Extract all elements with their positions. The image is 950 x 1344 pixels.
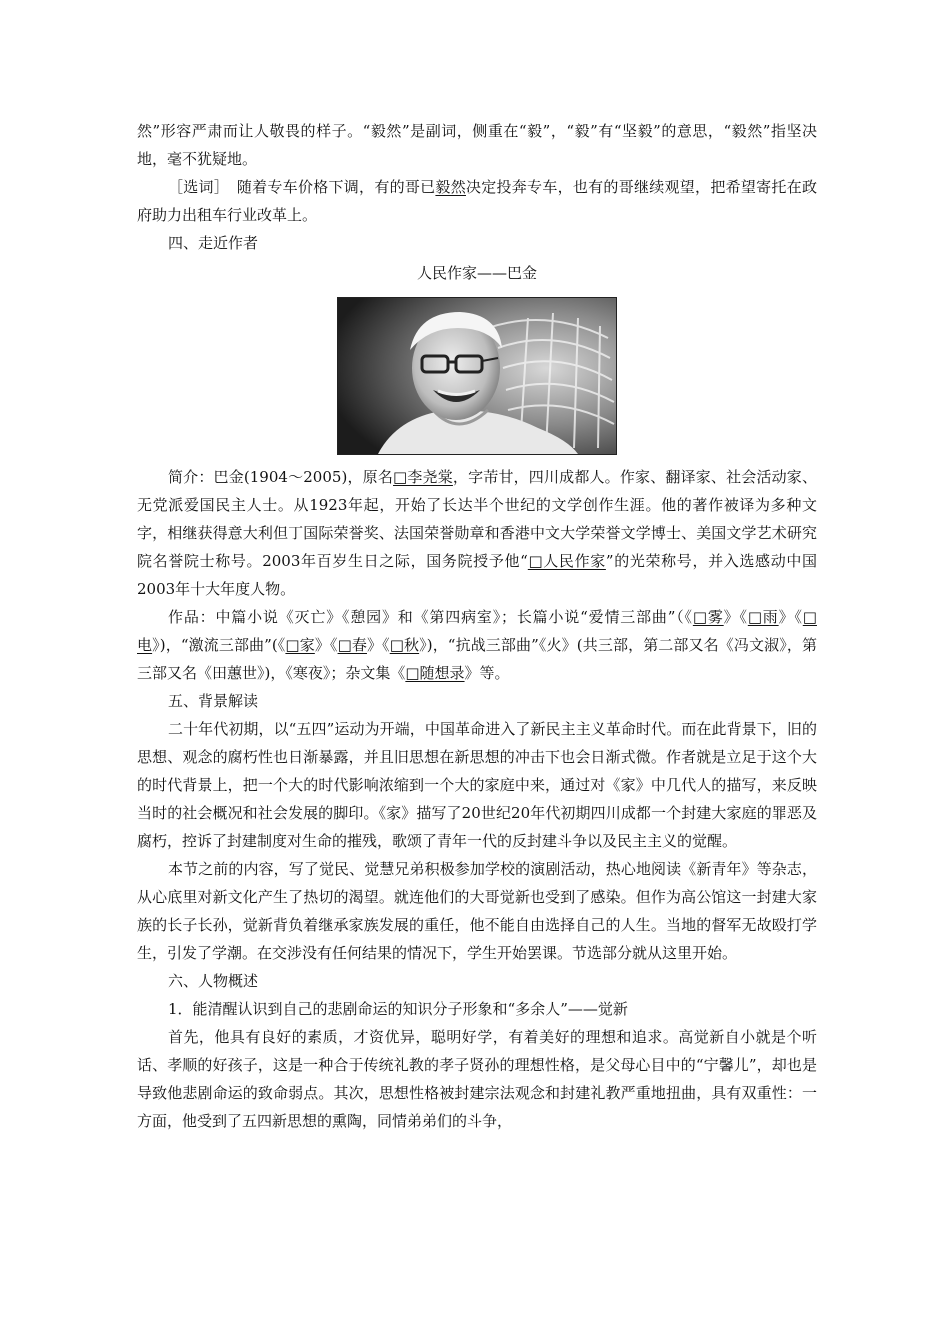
underlined-answer: 毅然 [435, 178, 466, 196]
underlined-answer: □电 [137, 608, 817, 654]
underlined-answer: □春 [337, 636, 367, 654]
paragraph-background-2: 本节之前的内容，写了觉民、觉慧兄弟积极参加学校的演剧活动，热心地阅读《新青年》等杂志，从心底里对新文化产生了热切的渴望。就连他们的大哥觉新也受到了感染。但作为高公馆这一封建大家族的长子长孙，觉新背负着继承家族发展的重任，他不能自由选择自己的人生。当地的督军无故殴打学生，引发了学潮。在交涉没有任何结果的情况下，学生开始罢课。节选部分就从这里开始。 [137, 860, 817, 962]
paragraph-juexin: 首先，他具有良好的素质，才资优异，聪明好学，有着美好的理想和追求。高觉新自小就是个听话、孝顺的好孩子，这是一种合于传统礼教的孝子贤孙的理想性格，是父母心目中的“宁馨儿”，却也是导致他悲剧命运的致命弱点。其次，思想性格被封建宗法观念和封建礼教严重地扭曲，具有双重性：一方面，他受到了五四新思想的熏陶，同情弟弟们的斗争， [137, 1028, 817, 1130]
paragraph-text: ，字芾甘，四川成都人。作家、翻译家、社会活动家、无党派爱国民主人士。从1923年起，开始了长达半个世纪的文学创作生涯。他的著作被译为多种文字，相继获得意大利但丁国际荣誉奖、法国荣誉勋章和香港中文大学荣誉文学博士、美国文学艺术研究院名誉院士称号。2003年百岁生日之际，国务院授予他“ [137, 468, 817, 570]
section-heading-characters: 六、人物概述 [168, 972, 259, 990]
underlined-answer: □秋 [389, 636, 420, 654]
paragraph-text: 》《 [778, 608, 803, 626]
underlined-answer: □家 [285, 636, 315, 654]
section-heading-author: 四、走近作者 [168, 234, 259, 252]
paragraph-text: 决定投奔专车，也有的哥继续观望，把希望寄托在政府助力出租车行业改革上。 [137, 178, 817, 224]
paragraph-text: 》《 [366, 636, 390, 654]
underlined-answer: □随想录 [405, 664, 465, 682]
paragraph-word-choice [137, 173, 817, 229]
paragraph-author-intro [137, 463, 817, 603]
paragraph-author-works [137, 603, 817, 687]
underlined-answer: □雨 [747, 608, 779, 626]
paragraph-text: ”的光荣称号，并入选感动中国2003年十大年度人物。 [137, 552, 817, 598]
paragraph-text: 作品：中篇小说《灭亡》《憩园》和《第四病室》；长篇小说“爱情三部曲”（《 [168, 608, 693, 626]
paragraph-text: 》《 [314, 636, 338, 654]
paragraph-background-1: 二十年代初期，以“五四”运动为开端，中国革命进入了新民主主义革命时代。而在此背景下，旧的思想、观念的腐朽性也日渐暴露，并且旧思想在新思想的冲击下也会日渐式微。作者就是立足于这个大的时代背景上，把一个大的时代影响浓缩到一个大的家庭中来，通过对《家》中几代人的描写，来反映当时的社会概况和社会发展的脚印。《家》描写了20世纪20年代初期四川成都一个封建大家庭的罪恶及腐朽，控诉了封建制度对生命的摧残，歌颂了青年一代的反封建斗争以及民主主义的觉醒。 [137, 720, 817, 850]
author-photo [337, 297, 617, 455]
paragraph-text: 》等。 [464, 664, 510, 682]
paragraph-text: 》)，“激流三部曲”(《 [152, 636, 286, 654]
author-photo-container [137, 297, 817, 455]
paragraph-text: 》《 [723, 608, 748, 626]
paragraph-yiran-meaning [137, 117, 817, 173]
author-title: 人民作家——巴金 [416, 264, 537, 282]
paragraph-text: 简介：巴金(1904～2005)，原名 [168, 468, 394, 486]
document-page [137, 0, 817, 1135]
underlined-answer: □雾 [692, 608, 724, 626]
paragraph-text: 》)，“抗战三部曲”《火》(共三部，第二部又名《冯文淑》，第三部又名《田蕙世》)，《寒夜》；杂文集《 [137, 636, 817, 682]
portrait-image [338, 298, 616, 454]
subheading-juexin: 1．能清醒认识到自己的悲剧命运的知识分子形象和“多余人”——觉新 [168, 1000, 628, 1018]
section-heading-background: 五、背景解读 [168, 692, 259, 710]
underlined-answer: □李尧棠 [393, 468, 453, 486]
paragraph-text: 然”形容严肃而让人敬畏的样子。“毅然”是副词，侧重在“毅”，“毅”有“坚毅”的意思，“毅然”指坚决地，毫不犹疑地。 [137, 122, 817, 168]
paragraph-text: ［选词］ 随着专车价格下调，有的哥已 [168, 178, 436, 196]
underlined-answer: □人民作家 [527, 552, 606, 570]
